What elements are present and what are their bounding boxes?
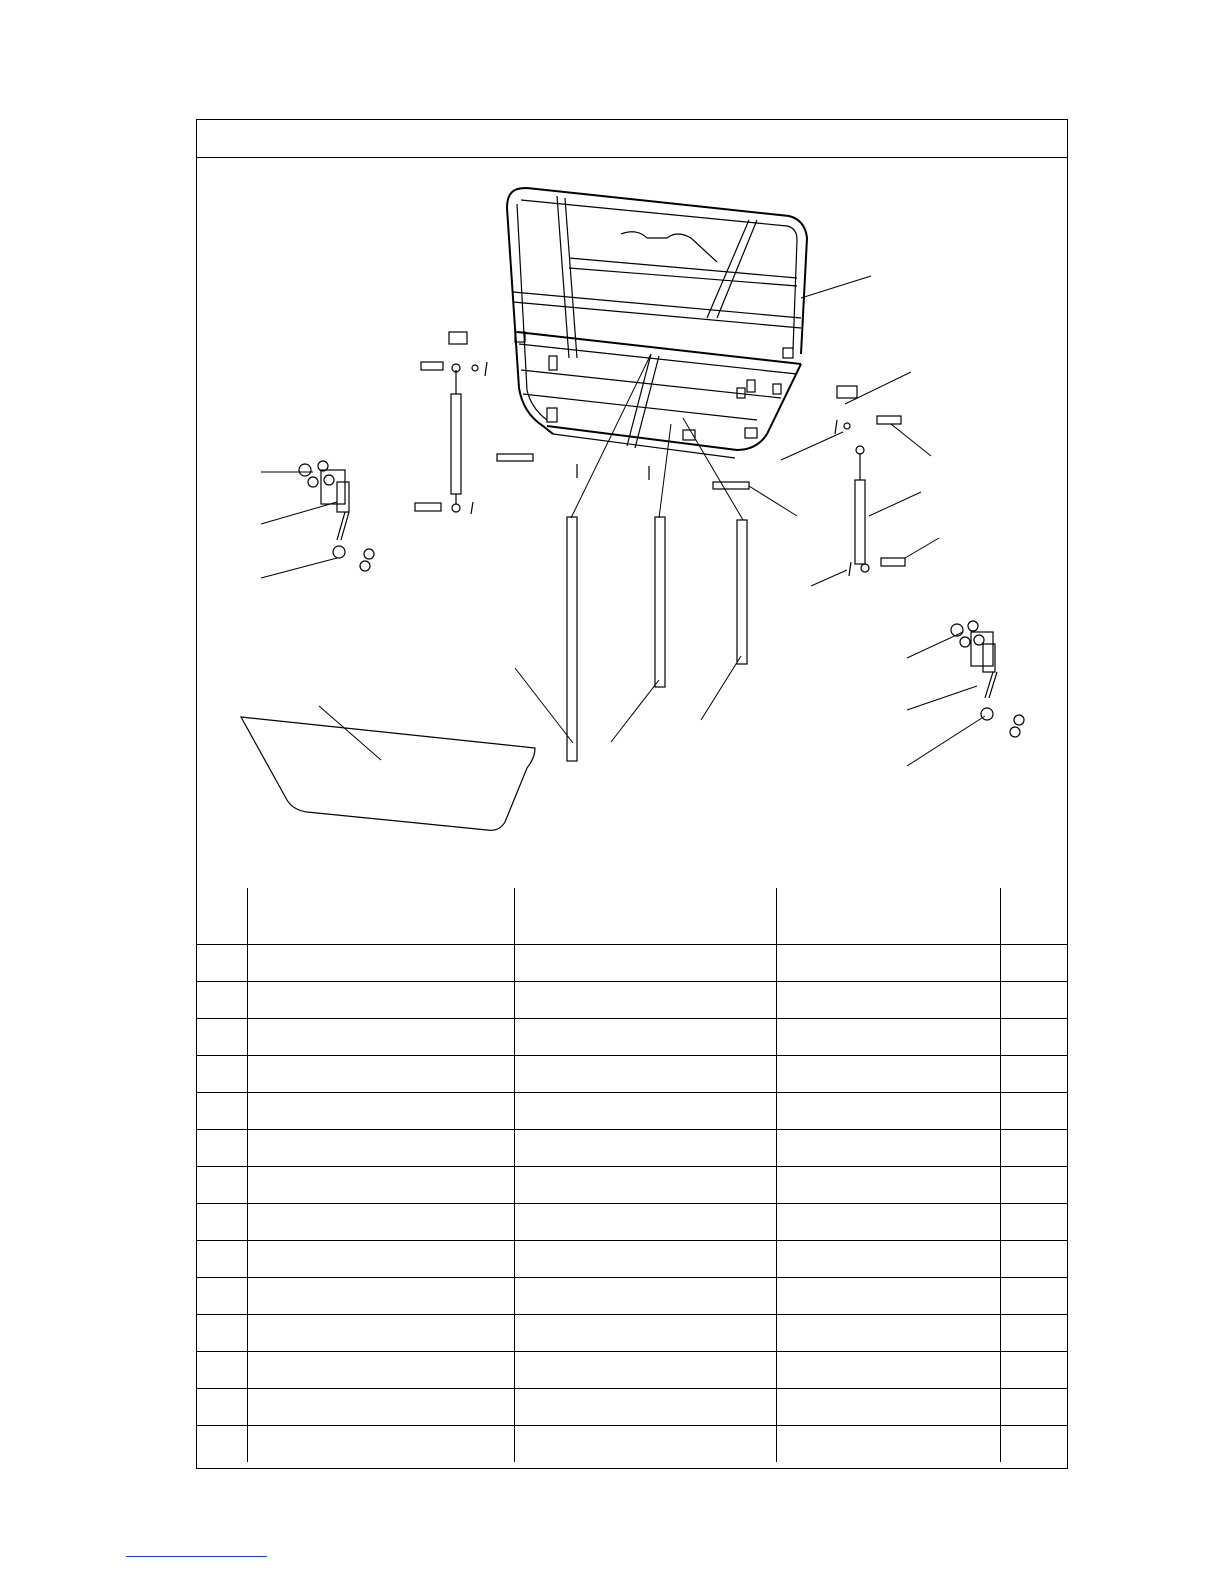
table-row [197,1130,1067,1167]
table-cell [247,1093,514,1130]
table-cell [776,1241,1000,1278]
header-cell [1000,888,1067,945]
table-cell [776,1167,1000,1204]
table-cell [514,945,776,982]
sheet-title [197,120,1067,158]
table-cell [1000,1019,1067,1056]
floor-panel [241,717,535,830]
table-cell [776,1352,1000,1389]
table-cell [1000,982,1067,1019]
leader-lines [261,276,985,766]
table-cell [776,1426,1000,1463]
table-cell [1000,1204,1067,1241]
table-cell [247,1426,514,1463]
table-cell [1000,1352,1067,1389]
table-cell [776,1315,1000,1352]
table-row [197,1278,1067,1315]
left-gas-strut [415,362,487,514]
table-cell [514,982,776,1019]
table-cell [247,982,514,1019]
table-cell [1000,1167,1067,1204]
table-cell [1000,1130,1067,1167]
left-latch [449,332,467,344]
table-cell [197,945,247,982]
table-row [197,1315,1067,1352]
table-row [197,1204,1067,1241]
table-row [197,1241,1067,1278]
table-row [197,1426,1067,1463]
table-cell [197,1389,247,1426]
table-cell [776,1019,1000,1056]
table-cell [247,1389,514,1426]
table-cell [514,1426,776,1463]
table-cell [247,1241,514,1278]
table-row [197,1019,1067,1056]
table-cell [197,1278,247,1315]
right-latch [837,386,857,398]
table-cell [197,1315,247,1352]
table-cell [514,1352,776,1389]
table-cell [776,1056,1000,1093]
table-cell [247,1204,514,1241]
table-cell [514,1241,776,1278]
table-cell [1000,1093,1067,1130]
table-cell [197,1352,247,1389]
table-cell [247,1315,514,1352]
table-cell [247,1278,514,1315]
table-row [197,1056,1067,1093]
table-cell [197,982,247,1019]
parts-sheet [196,119,1068,1469]
table-cell [776,945,1000,982]
pin-left [497,454,533,461]
foam-strip-3 [737,520,747,664]
table-cell [197,1241,247,1278]
table-cell [514,1019,776,1056]
table-cell [247,1352,514,1389]
table-cell [247,1167,514,1204]
table-row [197,1093,1067,1130]
table-cell [776,1278,1000,1315]
table-cell [1000,1056,1067,1093]
table-cell [197,1130,247,1167]
table-row [197,1167,1067,1204]
foam-strip-2 [655,517,665,687]
left-jack-assembly [299,461,374,571]
header-cell [514,888,776,945]
exploded-view-drawing [197,158,1067,888]
table-cell [1000,1426,1067,1463]
table-cell [1000,1241,1067,1278]
table-cell [776,982,1000,1019]
table-cell [197,1019,247,1056]
parts-table [197,888,1067,1462]
table-cell [514,1315,776,1352]
table-cell [247,1019,514,1056]
table-cell [197,1093,247,1130]
table-cell [197,1167,247,1204]
table-cell [247,945,514,982]
pin-right [713,482,749,489]
table-cell [776,1204,1000,1241]
header-cell [197,888,247,945]
table-cell [514,1278,776,1315]
table-cell [197,1204,247,1241]
right-jack-assembly [951,621,1024,737]
table-cell [1000,945,1067,982]
table-cell [514,1204,776,1241]
table-cell [1000,1315,1067,1352]
table-cell [514,1167,776,1204]
foam-strip-1 [567,517,577,761]
header-cell [247,888,514,945]
table-cell [514,1389,776,1426]
frame-assembly [507,188,807,458]
table-cell [514,1093,776,1130]
table-header-row [197,888,1067,945]
table-row [197,1389,1067,1426]
right-gas-strut [835,416,905,576]
table-cell [776,1130,1000,1167]
table-cell [197,1426,247,1463]
table-cell [776,1093,1000,1130]
table-cell [514,1056,776,1093]
table-cell [197,1056,247,1093]
table-cell [247,1056,514,1093]
table-cell [1000,1389,1067,1426]
exploded-view-svg [197,158,1067,888]
footer-link[interactable] [126,1556,267,1557]
table-cell [776,1389,1000,1426]
table-row [197,945,1067,982]
table-row [197,982,1067,1019]
table-cell [1000,1278,1067,1315]
table-cell [514,1130,776,1167]
table-cell [247,1130,514,1167]
table-row [197,1352,1067,1389]
header-cell [776,888,1000,945]
